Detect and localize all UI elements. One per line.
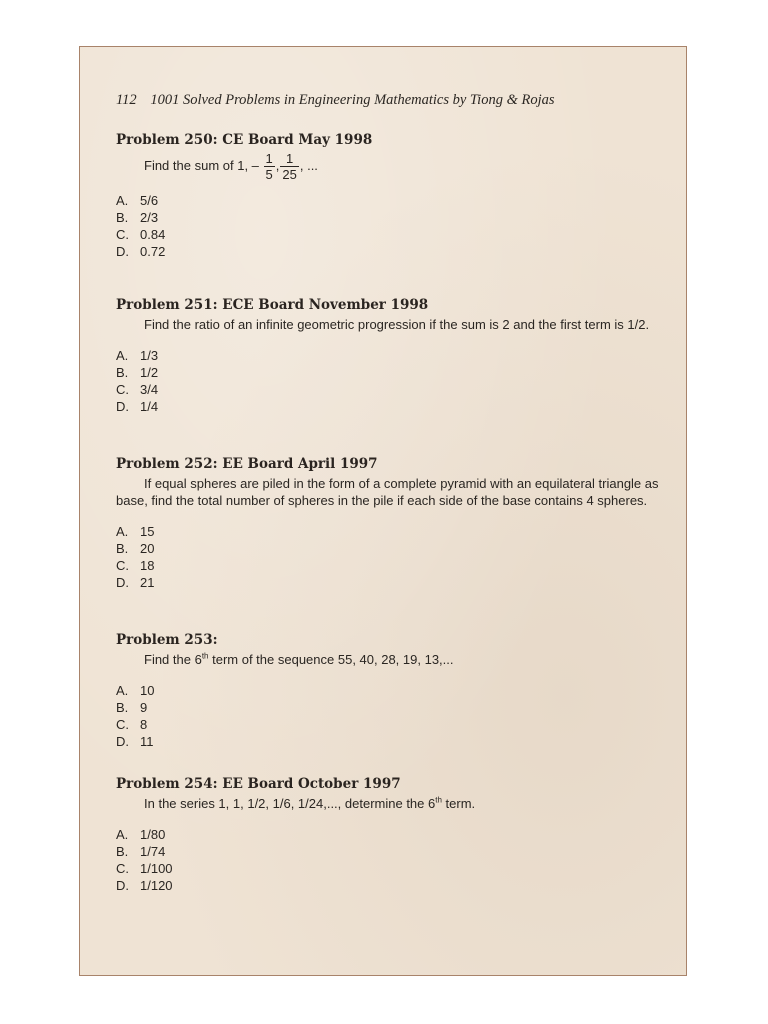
- choice-a: A. 5/6: [116, 193, 159, 208]
- choice-a: A. 10: [116, 683, 155, 698]
- answer-choices: [116, 523, 676, 591]
- fraction-one-twentyfifth: [280, 151, 298, 182]
- problem-title: Problem 254: EE Board October 1997: [116, 776, 401, 792]
- problem-252: [116, 455, 676, 591]
- choice-c: C. 3/4: [116, 382, 159, 397]
- fraction-one-fifth: [264, 151, 275, 182]
- problem-250: [116, 131, 676, 260]
- choice-c: C. 1/100: [116, 861, 173, 876]
- choice-d: D. 21: [116, 575, 155, 590]
- choice-a: A. 15: [116, 524, 155, 539]
- page-number: 112: [116, 92, 137, 108]
- ordinal-suffix: th: [435, 795, 442, 805]
- answer-choices: [116, 682, 676, 750]
- problem-title: Problem 250: CE Board May 1998: [116, 132, 373, 148]
- choice-c: C. 8: [116, 717, 148, 732]
- problem-title: Problem 252: EE Board April 1997: [116, 456, 378, 472]
- fraction-denominator: 25: [282, 167, 297, 182]
- problem-title: Problem 253:: [116, 632, 218, 648]
- problem-question: Find the 6th term of the sequence 55, 40, 28, 19, 13,...: [144, 651, 454, 667]
- problem-question: Find the ratio of an infinite geometric progression if the sum is 2 and the first term is 1/2.: [144, 317, 650, 332]
- book-title: 1001 Solved Problems in Engineering Mathematics by Tiong & Rojas: [150, 92, 555, 108]
- answer-choices: [116, 826, 676, 894]
- problem-title: Problem 251: ECE Board November 1998: [116, 297, 429, 313]
- choice-b: B. 9: [116, 700, 148, 715]
- choice-d: D. 1/120: [116, 878, 173, 893]
- problem-251: [116, 296, 676, 415]
- answer-choices: [116, 192, 676, 260]
- ordinal-suffix: th: [201, 651, 209, 661]
- choice-a: A. 1/3: [116, 348, 159, 363]
- question-suffix: , ...: [299, 157, 318, 173]
- book-page: [79, 46, 687, 976]
- choice-d: D. 1/4: [116, 399, 159, 414]
- problem-question: In the series 1, 1, 1/2, 1/6, 1/24,..., determine the 6th term.: [144, 795, 476, 811]
- choice-b: B. 20: [116, 541, 155, 556]
- fraction-numerator: 1: [280, 151, 298, 167]
- choice-b: B. 1/2: [116, 365, 159, 380]
- choice-c: C. 0.84: [116, 227, 166, 242]
- choice-d: D. 11: [116, 734, 154, 749]
- problem-254: [116, 775, 676, 894]
- choice-b: B. 1/74: [116, 844, 166, 859]
- answer-choices: [116, 347, 676, 415]
- choice-a: A. 1/80: [116, 827, 166, 842]
- page-header: [116, 92, 676, 109]
- fraction-numerator: 1: [265, 151, 273, 166]
- fraction-denominator: 5: [265, 167, 273, 182]
- choice-c: C. 18: [116, 558, 155, 573]
- problem-question: Find the sum of 1, – $\frac{1}{5}$ , $\frac{1}{25}$ , ...: [144, 151, 318, 182]
- problem-question: If equal spheres are piled in the form of a complete pyramid with an equilateral triangle as base, find the total number of spheres in the pile if each side of the base contains 4 spheres.: [116, 476, 659, 508]
- problem-253: [116, 631, 676, 750]
- choice-b: B. 2/3: [116, 210, 159, 225]
- choice-d: D. 0.72: [116, 244, 166, 259]
- question-prefix: Find the sum of 1, –: [144, 157, 259, 173]
